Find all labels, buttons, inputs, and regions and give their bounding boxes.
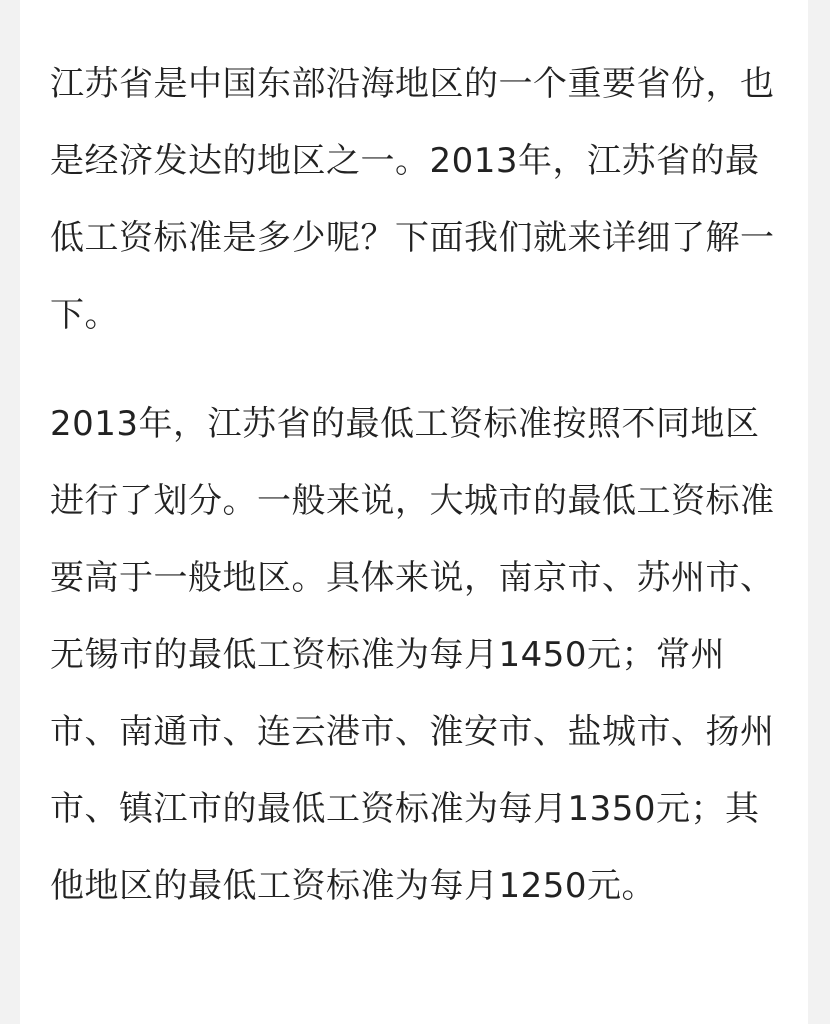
paragraph-wage-standards: 2013年，江苏省的最低工资标准按照不同地区进行了划分。一般来说，大城市的最低工资标准要高于一般地区。具体来说，南京市、苏州市、无锡市的最低工资标准为每月1450元；常州市、南通市、连云港市、淮安市、盐城市、扬州市、镇江市的最低工资标准为每月1350元；其他地区的最低工资标准为每月1250元。 xyxy=(50,404,775,906)
article-body xyxy=(50,46,780,925)
paragraph-intro: 江苏省是中国东部沿海地区的一个重要省份，也是经济发达的地区之一。2013年，江苏省的最低工资标准是多少呢？下面我们就来详细了解一下。 xyxy=(50,64,775,335)
article-page xyxy=(20,0,808,1024)
